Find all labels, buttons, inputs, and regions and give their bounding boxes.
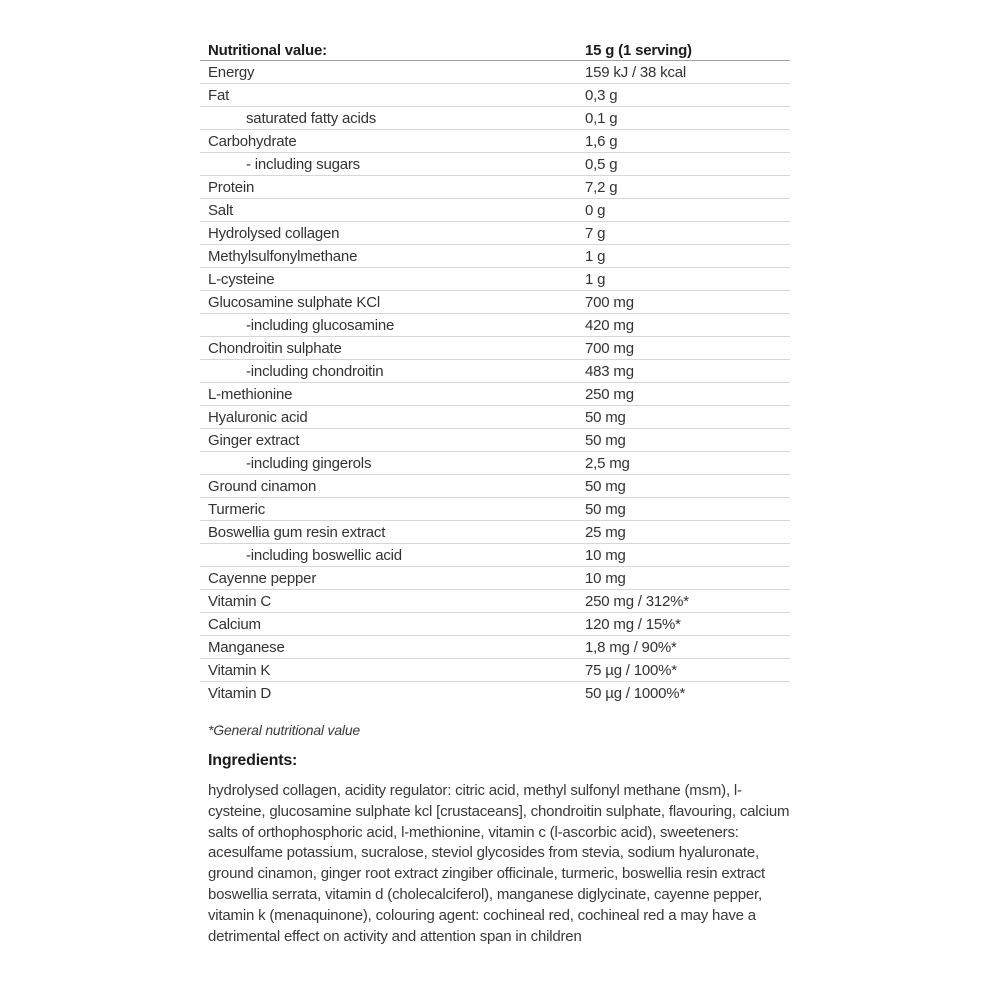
row-value: 420 mg: [585, 316, 634, 334]
row-label: - including sugars: [246, 155, 360, 173]
table-row: [200, 199, 790, 222]
row-label: Energy: [208, 63, 255, 81]
row-value: 7,2 g: [585, 178, 618, 196]
row-label: Methylsulfonylmethane: [208, 247, 358, 265]
table-row: [200, 360, 790, 383]
row-value: 25 mg: [585, 523, 626, 541]
ingredients-heading: Ingredients:: [208, 752, 298, 769]
ingredients-text: hydrolysed collagen, acidity regulator: citric acid, methyl sulfonyl methane (msm), l-cysteine, glucosamine sulphate kcl [crustaceans], chondroitin sulphate, flavouring, calcium salts of orthophosphoric acid, l-methionine, vitamin c (l-ascorbic acid), sweeteners: acesulfame potassium, sucralose, steviol glycosides from stevia, sodium hyaluronate, ground cinamon, ginger root extract zingiber officinale, turmeric, boswellia resin extract boswellia serrata, vitamin d (cholecalciferol), manganese diglycinate, cayenne pepper, vitamin k (menaquinone), colouring agent: cochineal red, cochineal red a may have a detrimental effect on activity and attention span in children: [208, 782, 790, 945]
row-value: 0 g: [585, 201, 606, 219]
row-label: Turmeric: [208, 500, 266, 518]
row-label: Ground cinamon: [208, 477, 317, 495]
row-value: 50 µg / 1000%*: [585, 685, 686, 702]
row-value: 1,8 mg / 90%*: [585, 638, 677, 656]
row-value: 50 mg: [585, 408, 626, 426]
row-label: -including chondroitin: [246, 362, 384, 380]
row-value: 1 g: [585, 270, 606, 288]
table-row: [200, 521, 790, 544]
table-row: [200, 544, 790, 567]
row-label: Calcium: [208, 615, 261, 633]
row-value: 159 kJ / 38 kcal: [585, 63, 687, 81]
row-value: 10 mg: [585, 546, 626, 564]
row-label: Hyaluronic acid: [208, 408, 308, 426]
row-label: Chondroitin sulphate: [208, 339, 342, 357]
table-row: [200, 567, 790, 590]
table-row: [200, 498, 790, 521]
row-value: 0,3 g: [585, 86, 618, 104]
row-value: 0,1 g: [585, 109, 618, 127]
table-header-row: [200, 40, 790, 61]
table-header-value: 15 g (1 serving): [585, 41, 692, 59]
row-value: 2,5 mg: [585, 454, 630, 472]
row-label: Carbohydrate: [208, 132, 297, 150]
row-label: -including glucosamine: [246, 316, 395, 334]
row-value: 250 mg: [585, 385, 634, 403]
row-label: L-methionine: [208, 385, 293, 403]
row-label: L-cysteine: [208, 270, 275, 288]
row-label: Boswellia gum resin extract: [208, 523, 386, 541]
table-row: [200, 429, 790, 452]
nutrition-table: [200, 40, 790, 705]
table-row: [200, 337, 790, 360]
table-row: [200, 590, 790, 613]
row-label: Salt: [208, 201, 234, 219]
table-row: [200, 245, 790, 268]
table-row: [200, 176, 790, 199]
table-row: [200, 268, 790, 291]
table-header-label: Nutritional value:: [208, 41, 327, 59]
table-row: [200, 130, 790, 153]
row-label: -including gingerols: [246, 454, 372, 472]
table-row: [200, 613, 790, 636]
table-row: [200, 383, 790, 406]
row-value: 1,6 g: [585, 132, 618, 150]
table-row: [200, 659, 790, 682]
row-label: Vitamin C: [208, 592, 271, 610]
table-row: [200, 107, 790, 130]
table-row: [200, 314, 790, 337]
table-row: [200, 153, 790, 176]
row-label: Vitamin D: [208, 685, 271, 702]
table-row: [200, 475, 790, 498]
row-value: 700 mg: [585, 339, 634, 357]
row-label: Ginger extract: [208, 431, 300, 449]
row-label: saturated fatty acids: [246, 109, 377, 127]
row-value: 250 mg / 312%*: [585, 592, 689, 610]
nutrition-label: [200, 40, 790, 947]
table-row: [200, 61, 790, 84]
row-label: Protein: [208, 178, 255, 196]
row-value: 10 mg: [585, 569, 626, 587]
row-label: Hydrolysed collagen: [208, 224, 340, 242]
row-label: Glucosamine sulphate KCl: [208, 293, 380, 311]
row-label: Cayenne pepper: [208, 569, 317, 587]
row-value: 50 mg: [585, 500, 626, 518]
table-row: [200, 406, 790, 429]
row-label: Vitamin K: [208, 661, 271, 679]
row-value: 7 g: [585, 224, 606, 242]
row-value: 120 mg / 15%*: [585, 615, 681, 633]
row-value: 0,5 g: [585, 155, 618, 173]
row-value: 483 mg: [585, 362, 634, 380]
row-label: Manganese: [208, 638, 285, 656]
row-value: 700 mg: [585, 293, 634, 311]
table-row: [200, 84, 790, 107]
table-row: [200, 291, 790, 314]
row-value: 50 mg: [585, 431, 626, 449]
table-row: [200, 222, 790, 245]
row-label: Fat: [208, 86, 230, 104]
row-label: -including boswellic acid: [246, 546, 402, 564]
table-row: [200, 452, 790, 475]
row-value: 75 µg / 100%*: [585, 661, 677, 679]
table-row: [200, 682, 790, 705]
footnote: *General nutritional value: [208, 722, 361, 738]
table-row: [200, 636, 790, 659]
row-value: 50 mg: [585, 477, 626, 495]
row-value: 1 g: [585, 247, 606, 265]
